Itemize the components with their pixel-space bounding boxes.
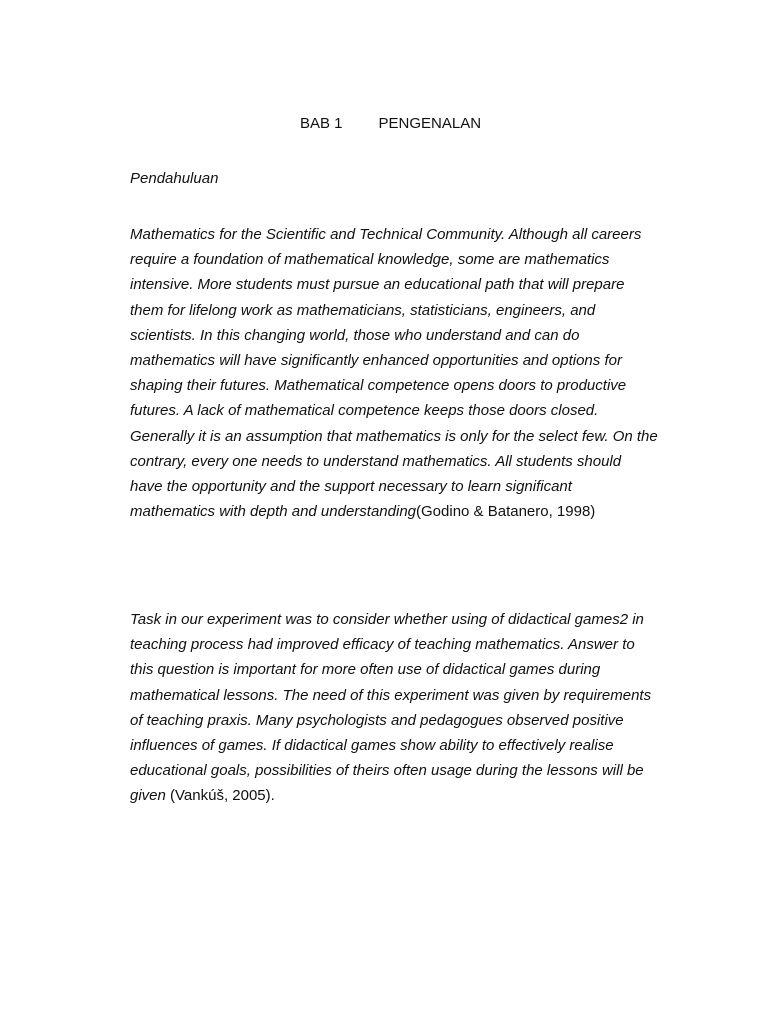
paragraph-line: have the opportunity and the support necessary to learn significant [130,478,572,496]
paragraph-line: Task in our experiment was to consider whether using of didactical games2 in [130,611,644,628]
chapter-heading [300,114,481,134]
paragraph-line: require a foundation of mathematical knowledge, some are mathematics [130,251,610,269]
paragraph-didactical-games [130,607,690,809]
paragraph-line: shaping their futures. Mathematical competence opens doors to productive [130,377,627,395]
paragraph-line-text: mathematics with depth and understanding [130,503,417,521]
paragraph-line: influences of games. If didactical games show ability to effectively realise [130,737,614,755]
paragraph-last-line [130,783,690,808]
paragraph-mathematics-community [130,222,690,524]
section-title: Pendahuluan [130,170,219,187]
paragraph-line: educational goals, possibilities of theirs often usage during the lessons will be [130,762,644,780]
chapter-title: PENGENALAN [378,115,482,132]
chapter-label: BAB 1 [300,115,343,132]
paragraph-line: scientists. In this changing world, those who understand and can do [130,326,580,344]
citation: (Vankúš, 2005). [165,787,275,805]
citation: (Godino & Batanero, 1998) [416,503,596,521]
paragraph-line: mathematical lessons. The need of this experiment was given by requirements [130,686,652,704]
paragraph-line: contrary, every one needs to understand mathematics. All students should [130,452,622,470]
paragraph-line: Generally it is an assumption that mathematics is only for the select few. On the [130,427,658,445]
paragraph-line: mathematics will have significantly enhanced opportunities and options for [130,352,622,370]
paragraph-line: teaching process had improved efficacy of teaching mathematics. Answer to [130,636,635,654]
paragraph-last-line [130,499,690,524]
paragraph-line: Mathematics for the Scientific and Technical Community. Although all careers [130,226,642,243]
paragraph-line: them for lifelong work as mathematicians, statisticians, engineers, and [130,301,596,319]
paragraph-line: intensive. More students must pursue an educational path that will prepare [130,276,625,294]
paragraph-line: of teaching praxis. Many psychologists and pedagogues observed positive [130,711,624,729]
paragraph-line: this question is important for more often use of didactical games during [130,661,601,679]
paragraph-line-text: given [130,787,166,805]
paragraph-line: futures. A lack of mathematical competence keeps those doors closed. [130,402,599,420]
